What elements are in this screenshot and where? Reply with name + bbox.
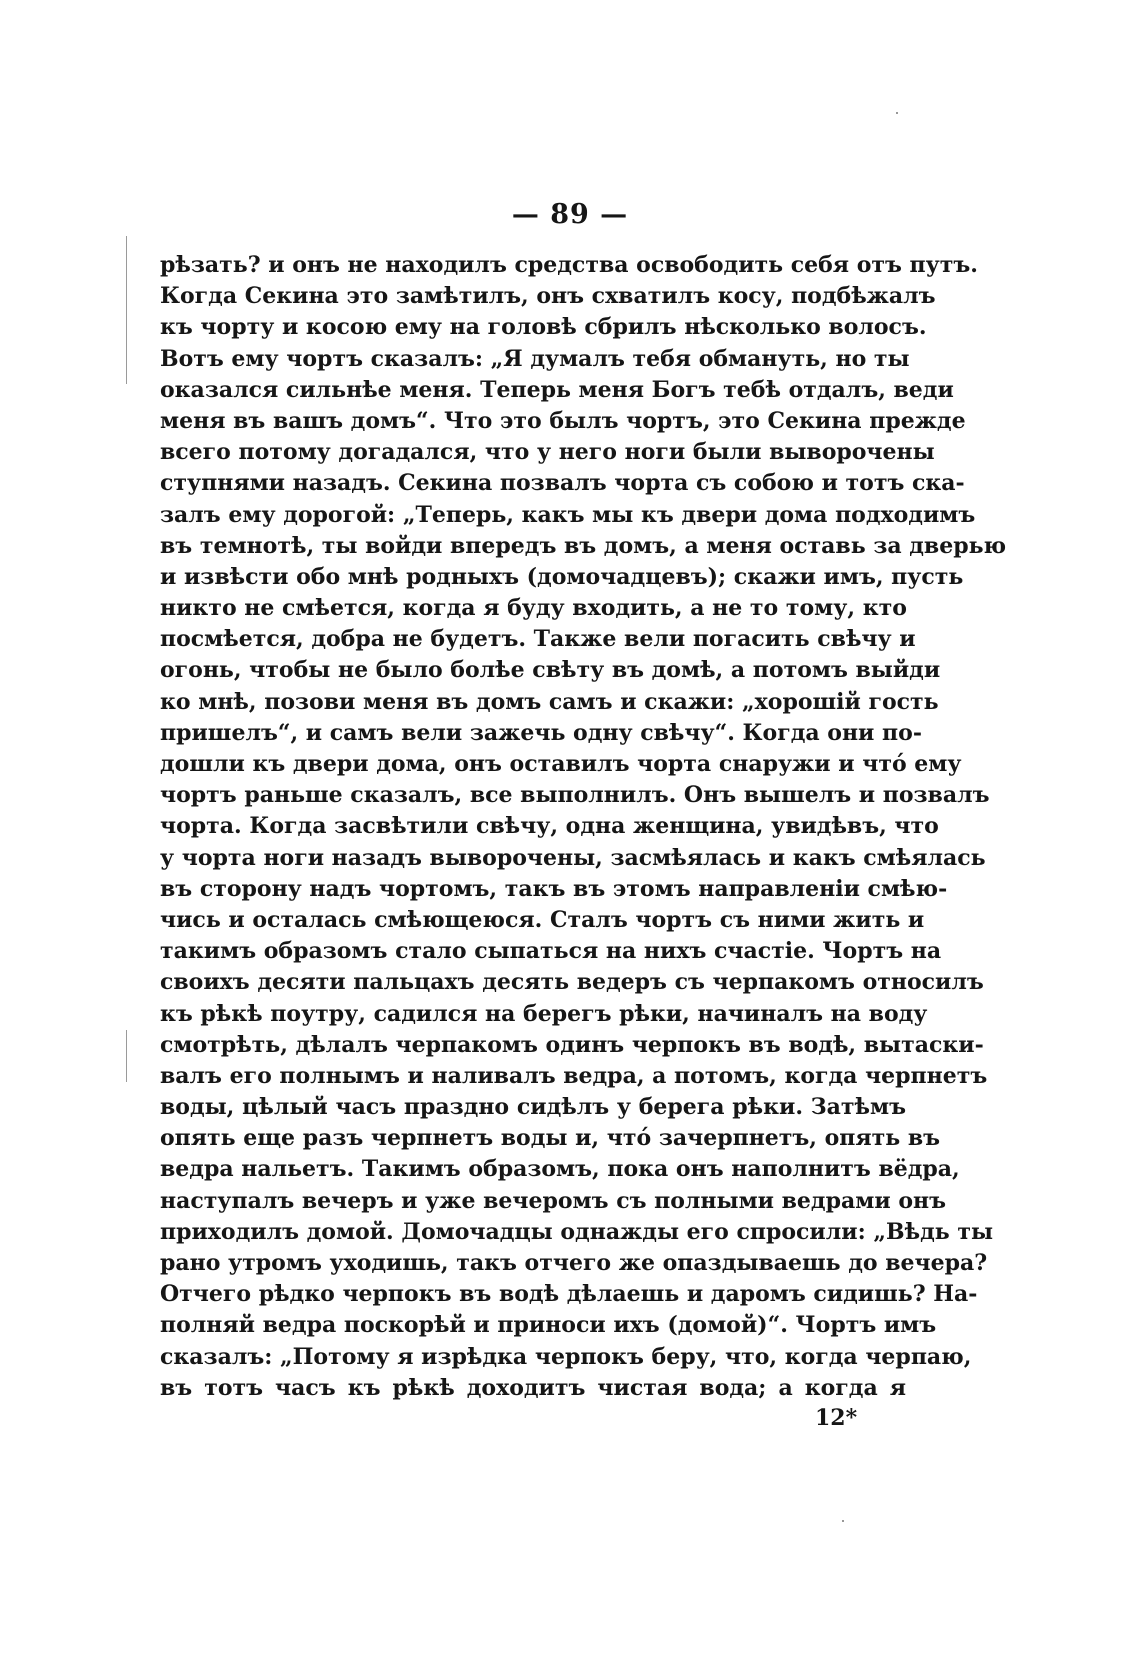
text-line: приходилъ домой. Домочадцы однажды его спросили: „Вѣдь ты [160,1218,994,1245]
text-line: къ чорту и косою ему на головѣ сбрилъ нѣсколько волосъ. [160,314,927,341]
text-line: Когда Секина это замѣтилъ, онъ схватилъ косу, подбѣжалъ [160,283,936,310]
text-line: и извѣсти обо мнѣ родныхъ (домочадцевъ); скажи имъ, пусть [160,563,964,590]
text-line: чись и осталась смѣющеюся. Сталъ чортъ съ ними жить и [160,906,925,933]
text-line: къ рѣкѣ поутру, садился на берегъ рѣки, начиналъ на воду [160,1000,928,1027]
text-line: смотрѣть, дѣлалъ черпакомъ одинъ черпокъ въ водѣ, вытаски- [160,1031,984,1058]
speck [842,1520,844,1522]
text-line: дошли къ двери дома, онъ оставилъ чорта снаружи и что́ ему [160,751,962,777]
text-line: залъ ему дорогой: „Теперь, какъ мы къ двери дома подходимъ [160,501,976,528]
text-line: рѣзать? и онъ не находилъ средства освободить себя отъ путъ. [160,252,978,278]
text-line: такимъ образомъ стало сыпаться на нихъ счастіе. Чортъ на [160,938,942,965]
text-line: Отчего рѣдко черпокъ въ водѣ дѣлаешь и даромъ сидишь? На- [160,1281,978,1308]
text-line: своихъ десяти пальцахъ десять ведеръ съ черпакомъ относилъ [160,969,984,996]
text-line: всего потому догадался, что у него ноги были выворочены [160,439,935,466]
text-line: воды, цѣлый часъ праздно сидѣлъ у берега рѣки. Затѣмъ [160,1094,906,1121]
margin-rule-upper [126,236,127,384]
text-line: валъ его полнымъ и наливалъ ведра, а потомъ, когда черпнетъ [160,1062,988,1089]
margin-rule-lower [126,1030,127,1082]
text-line: ко мнѣ, позови меня въ домъ самъ и скажи: „хорошій гость [160,688,939,715]
text-line: оказался сильнѣе меня. Теперь меня Богъ тебѣ отдалъ, веди [160,376,954,403]
text-line: чорта. Когда засвѣтили свѣчу, одна женщина, увидѣвъ, что [160,813,939,840]
text-line: посмѣется, добра не будетъ. Также вели погасить свѣчу и [160,626,916,653]
text-line: ступнями назадъ. Секина позвалъ чорта съ собою и тотъ ска- [160,470,965,497]
speck [896,112,898,114]
text-line: огонь, чтобы не было болѣе свѣту въ домѣ, а потомъ выйди [160,657,941,684]
text-line: меня въ вашъ домъ“. Что это былъ чортъ, это Секина прежде [160,407,966,434]
text-line: въ тотъ часъ къ рѣкѣ доходитъ чистая вода; а когда я [160,1374,906,1401]
text-line: сказалъ: „Потому я изрѣдка черпокъ беру, что, когда черпаю, [160,1343,972,1370]
text-line: полняй ведра поскорѣй и приноси ихъ (домой)“. Чортъ имъ [160,1312,937,1339]
text-line: наступалъ вечеръ и уже вечеромъ съ полными ведрами онъ [160,1187,946,1214]
text-line: ведра нальетъ. Такимъ образомъ, пока онъ наполнитъ вёдра, [160,1156,960,1183]
text-line: Вотъ ему чортъ сказалъ: „Я думалъ тебя обмануть, но ты [160,345,910,372]
page-number: — 89 — [511,199,629,230]
text-line: въ темнотѣ, ты войди впередъ въ домъ, а меня оставь за дверью [160,532,1007,559]
text-line: у чорта ноги назадъ выворочены, засмѣялась и какъ смѣялась [160,844,986,871]
signature-mark: 12* [815,1405,858,1431]
text-line: никто не смѣется, когда я буду входить, а не то тому, кто [160,595,907,622]
text-line: опять еще разъ черпнетъ воды и, что́ зачерпнетъ, опять въ [160,1125,941,1152]
body-text [160,250,1007,1404]
text-line: рано утромъ уходишь, такъ отчего же опаздываешь до вечера? [160,1250,988,1276]
text-line: въ сторону надъ чортомъ, такъ въ этомъ направленіи смѣю- [160,875,948,902]
text-line: чортъ раньше сказалъ, все выполнилъ. Онъ вышелъ и позвалъ [160,782,990,809]
text-line: пришелъ“, и самъ вели зажечь одну свѣчу“. Когда они по- [160,719,922,746]
